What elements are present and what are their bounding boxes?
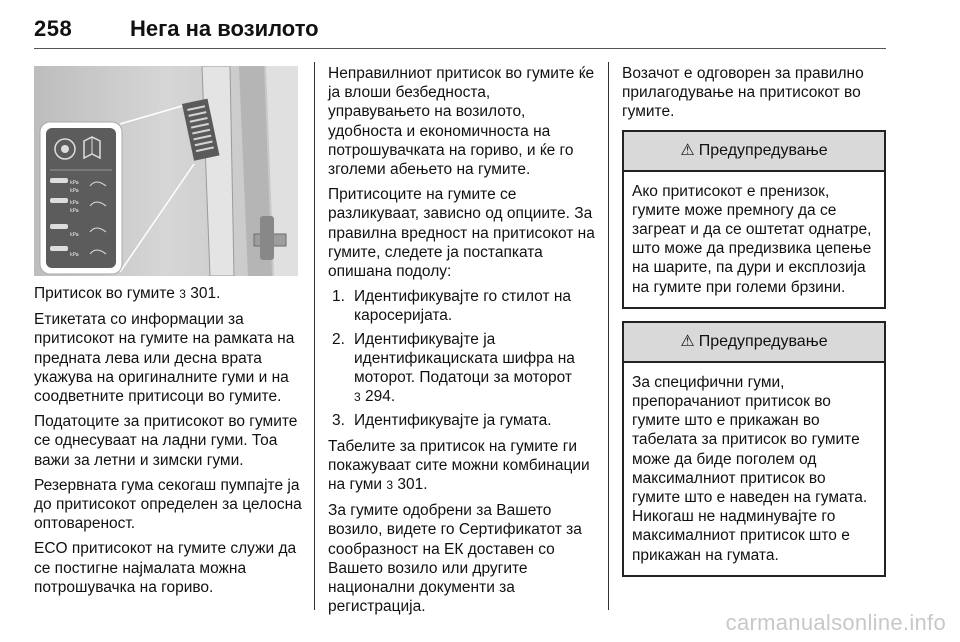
- header-rule: [34, 48, 886, 49]
- page-reference-icon: 3: [354, 390, 361, 405]
- paragraph: За гумите одобрени за Вашето возило, видете го Сертификатот за сообразност на ЕК доставен со Вашето возило или другите национални документи за регистрација.: [328, 502, 582, 616]
- kpa-label: kPa: [70, 232, 79, 238]
- page-reference-icon: 3: [179, 287, 186, 301]
- warning-header: [624, 323, 884, 363]
- column-left: [34, 284, 302, 603]
- figure-caption: Притисок во гумите 3 301.: [34, 285, 221, 302]
- tyre-pressure-label-figure: [34, 66, 298, 276]
- warning-box: [622, 321, 886, 577]
- paragraph: Табелите за притисок на гумите ги покажуваат сите можни комбинации на гуми 3 301.: [328, 437, 590, 494]
- warning-title: Предупредување: [698, 333, 828, 351]
- page-header: [34, 16, 886, 52]
- page-number: 258: [34, 16, 73, 41]
- paragraph: Возачот е одговорен за правилно прилагодување на притисокот во гумите.: [622, 65, 864, 121]
- paragraph: ECO притисокот на гумите служи да се постигне најмалата можна потрошувачка на гориво.: [34, 540, 297, 596]
- page-reference-icon: 3: [386, 478, 394, 493]
- warning-icon: ⚠: [680, 142, 695, 159]
- column-divider-2: [608, 62, 609, 610]
- column-divider-1: [314, 62, 315, 610]
- warning-box: [622, 130, 886, 309]
- page-reference[interactable]: 294.: [365, 388, 396, 406]
- kpa-label: kPa: [70, 252, 79, 258]
- warning-icon: ⚠: [680, 333, 695, 351]
- warning-header: [624, 132, 884, 172]
- warning-body: Ако притисокот е пренизок, гумите може премногу да се загреат и да се оштетат однатре, што може да предизвика цепење на шарите, па дури и експлозија на гумите при големи брзини.: [632, 182, 872, 296]
- paragraph: Притисоците на гумите се разликуваат, зависно од опциите. За правилна вредност на притисокот на гумите, следете ја постапката опишана подолу:: [328, 186, 595, 281]
- list-item: 1. Идентификувајте го стилот на каросеријата.: [332, 288, 572, 325]
- paragraph: Етикетата со информации за притисокот на гумите на рамката на предната лева или десна врата укажува на оригиналните гуми и на соодветните притисоци во гумите.: [34, 311, 295, 406]
- kpa-label: kPa: [70, 208, 79, 214]
- kpa-label: kPa: [70, 188, 79, 194]
- warning-title: Предупредување: [698, 142, 828, 159]
- section-title: Нега на возилото: [130, 16, 319, 41]
- steps-list: [328, 287, 596, 430]
- column-right: [622, 64, 886, 589]
- paragraph: Неправилниот притисок во гумите ќе ја влоши безбедноста, управувањето на возилото, удобноста и економичноста на потрошувачката на гориво, и ќе го зголеми абењето на гумите.: [328, 65, 595, 179]
- paragraph: Податоците за притисокот во гумите се однесуваат на ладни гуми. Тоа важи за летни и зимски гуми.: [34, 413, 298, 469]
- list-item: 2. Идентификувајте ја идентификациската шифра на моторот. Податоци за моторот 3 294.: [332, 330, 575, 406]
- paragraph: Резервната гума секогаш пумпајте ја до притисокот определен за целосна оптовареност.: [34, 476, 302, 533]
- column-middle: [328, 64, 596, 622]
- door-frame-illustration: [34, 66, 298, 276]
- kpa-label: kPa: [70, 200, 79, 206]
- kpa-label: kPa: [70, 180, 79, 186]
- page-reference[interactable]: 301.: [397, 476, 428, 494]
- list-item: 3. Идентификувајте ја гумата.: [332, 412, 552, 430]
- page-reference[interactable]: 301.: [190, 285, 221, 302]
- watermark: carmanualsonline.info: [725, 610, 946, 635]
- warning-body: За специфични гуми, препорачаниот притисок во гумите што е прикажан во табелата за притисок во гумите може да биде поголем од максималниот притисок во гумите што е наведен на гумата. Никогаш не надминувајте го максималниот притисок што е прикажан на гумата.: [632, 373, 868, 564]
